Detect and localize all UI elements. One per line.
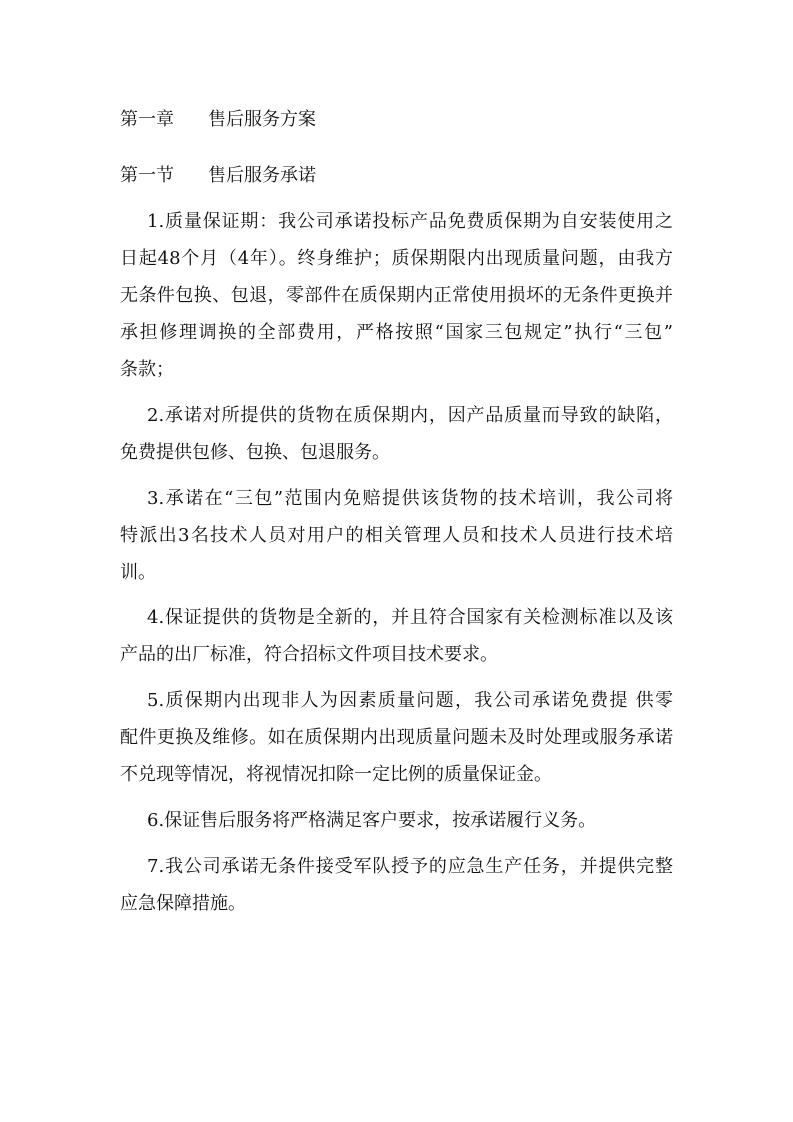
section-number: 第一节 bbox=[120, 165, 174, 186]
paragraph-5-line-1: 5.质保期内出现非人为因素质量问题，我公司承诺免费提 供零 bbox=[147, 690, 673, 711]
paragraph-1-line-2: 日起48个月（4年）。终身维护；质保期限内出现质量问题，由我方 bbox=[120, 248, 673, 269]
chapter-number: 第一章 bbox=[120, 109, 174, 130]
paragraph-1-line-1: 1.质量保证期：我公司承诺投标产品免费质保期为自安装使用之 bbox=[147, 211, 673, 232]
paragraph-1-line-4: 承担修理调换的全部费用，严格按照“国家三包规定”执行“三包” bbox=[120, 322, 673, 343]
paragraph-7-line-2: 应急保障措施。 bbox=[120, 893, 246, 914]
paragraph-2-line-1: 2.承诺对所提供的货物在质保期内，因产品质量而导致的缺陷， bbox=[147, 405, 673, 426]
paragraph-4-line-1: 4.保证提供的货物是全新的，并且符合国家有关检测标准以及该 bbox=[147, 607, 673, 628]
paragraph-7-line-1: 7.我公司承诺无条件接受军队授予的应急生产任务，并提供完整 bbox=[147, 856, 673, 877]
chapter-heading bbox=[120, 108, 316, 132]
paragraph-4-line-2: 产品的出厂标准，符合招标文件项目技术要求。 bbox=[120, 644, 498, 665]
section-title: 售后服务承诺 bbox=[208, 165, 316, 186]
paragraph-3-line-1: 3.承诺在“三包”范围内免赔提供该货物的技术培训，我公司将 bbox=[147, 488, 673, 509]
section-heading bbox=[120, 164, 316, 188]
chapter-title: 售后服务方案 bbox=[208, 109, 316, 130]
paragraph-3-line-3: 训。 bbox=[120, 562, 156, 583]
paragraph-1-line-3: 无条件包换、包退，零部件在质保期内正常使用损坏的无条件更换并 bbox=[120, 285, 673, 306]
paragraph-6-line-1: 6.保证售后服务将严格满足客户要求，按承诺履行义务。 bbox=[147, 810, 597, 831]
paragraph-5-line-3: 不兑现等情况，将视情况扣除一定比例的质量保证金。 bbox=[120, 764, 552, 785]
paragraph-3-line-2: 特派出3名技术人员对用户的相关管理人员和技术人员进行技术培 bbox=[120, 525, 673, 546]
paragraph-2-line-2: 免费提供包修、包换、包退服务。 bbox=[120, 442, 390, 463]
paragraph-5-line-2: 配件更换及维修。如在质保期内出现质量问题未及时处理或服务承诺 bbox=[120, 727, 673, 748]
paragraph-1-line-5: 条款； bbox=[120, 359, 174, 380]
